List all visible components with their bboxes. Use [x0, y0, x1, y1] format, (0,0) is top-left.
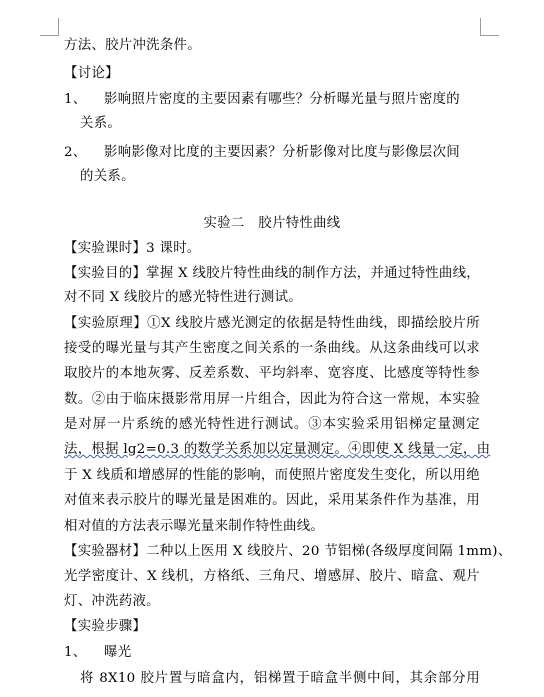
text-line: 将 8X10 胶片置与暗盒内，铝梯置于暗盒半侧中间，其余部分用: [80, 671, 480, 686]
list-text: 影响影像对比度的主要因素？分析影像对比度与影像层次间: [104, 145, 460, 160]
text-line: 法，根据 lg2=0.3 的数学关系加以定量测定。④即使 X 线量一定，由: [64, 442, 491, 457]
experiment-title: 实验二 胶片特性曲线: [203, 216, 341, 231]
text-line: 相对值的方法表示曝光量来制作特性曲线。: [64, 519, 325, 534]
text-line: 方法、胶片冲洗条件。: [64, 38, 201, 53]
text-line: 光学密度计、X 线机，方格纸、三角尺、增感屏、胶片、暗盒、观片: [64, 569, 480, 584]
section-heading-discussion: 【讨论】: [64, 66, 119, 81]
text-line: 对值来表示胶片的曝光量是困难的。因此，采用某条件作为基准，用: [64, 493, 480, 508]
list-text: 影响照片密度的主要因素有哪些？分析曝光量与照片密度的: [104, 92, 460, 107]
crop-mark-top-left: [58, 18, 59, 36]
list-number: 2、: [64, 145, 87, 160]
text-line: 数。②由于临床摄影常用屏一片组合，因此为符合这一常规，本实验: [64, 392, 480, 407]
text-line: 接受的曝光量与其产生密度之间关系的一条曲线。从这条曲线可以求: [64, 341, 480, 356]
list-number: 1、: [64, 645, 87, 660]
list-item: [64, 144, 460, 162]
section-heading-steps: 【实验步骤】: [64, 619, 147, 634]
text-line: 对不同 X 线胶片的感光特性进行测试。: [64, 290, 302, 305]
crop-mark-top-right: [480, 18, 481, 36]
crop-mark-top-right: [480, 35, 499, 36]
crop-mark-top-left: [40, 35, 59, 36]
text-line: 是对屏一片系统的感光特性进行测试。③本实验采用铝梯定量测定: [64, 417, 480, 432]
list-item: [64, 644, 131, 662]
list-item: [64, 91, 460, 109]
list-text: 曝光: [104, 645, 132, 660]
text-line: 【实验原理】①X 线胶片感光测定的依据是特性曲线，即描绘胶片所: [64, 316, 480, 331]
text-line: 关系。: [80, 116, 122, 131]
list-number: 1、: [64, 92, 87, 107]
text-line: 【实验器材】二种以上医用 X 线胶片、20 节铝梯(各级厚度间隔 1mm)、: [64, 544, 512, 559]
text-line: 【实验课时】3 课时。: [64, 241, 201, 256]
text-line: 于 X 线质和增感屏的性能的影响，而使照片密度发生变化，所以用绝: [64, 468, 480, 483]
text-line: 灯、冲洗药液。: [64, 594, 160, 609]
text-line: 取胶片的本地灰雾、反差系数、平均斜率、宽容度、比感度等特性参: [64, 366, 480, 381]
text-line: 【实验目的】掌握 X 线胶片特性曲线的制作方法，并通过特性曲线，: [64, 266, 480, 281]
text-line: 的关系。: [80, 169, 135, 184]
